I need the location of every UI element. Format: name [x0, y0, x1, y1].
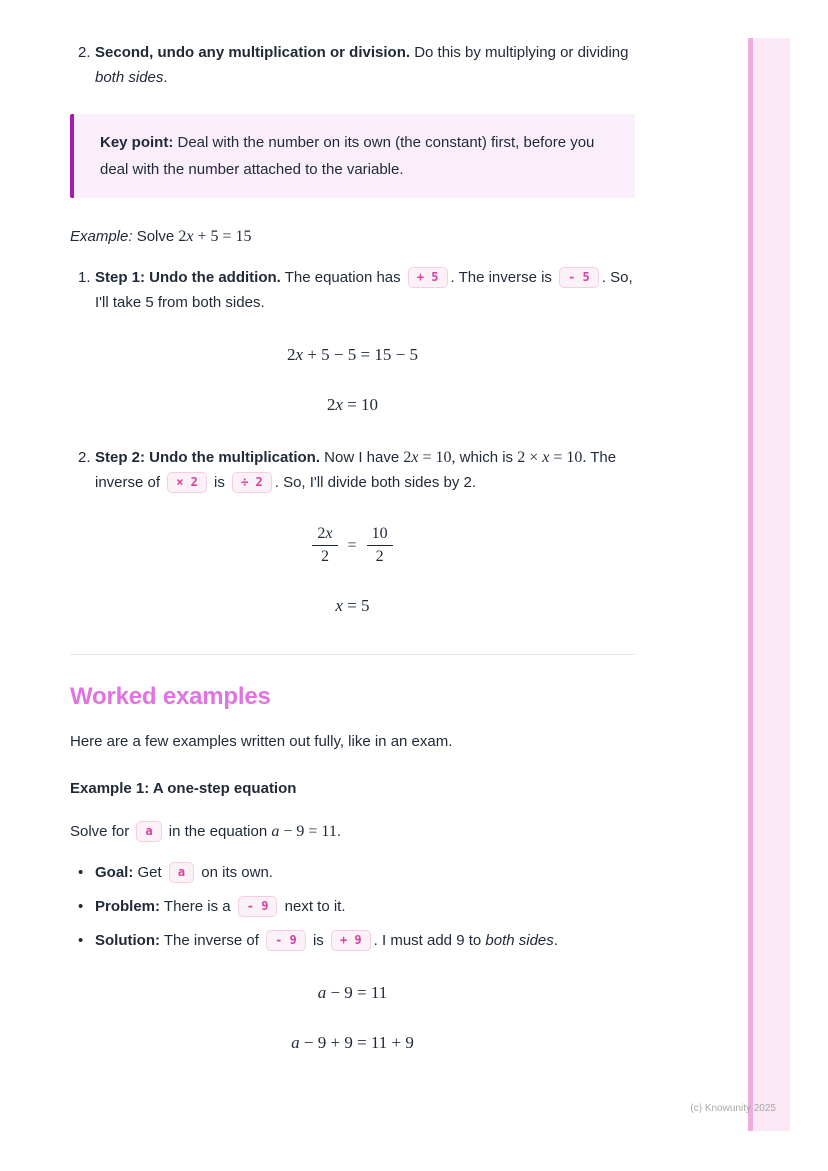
- inline-math-equation: 2x + 5 = 15: [178, 228, 252, 245]
- chip-divide-2: ÷ 2: [232, 472, 272, 493]
- text: There is a: [160, 898, 235, 915]
- bold-text: Goal:: [95, 864, 134, 881]
- math-block-fraction: [70, 525, 635, 566]
- list-item-text: [95, 40, 635, 90]
- text: Do this by multiplying or dividing: [410, 44, 629, 61]
- chip-minus-9: - 9: [266, 930, 306, 951]
- list-item-undo-multiplication: [70, 40, 635, 90]
- text: . I must add 9 to: [373, 932, 486, 949]
- document-content: [70, 40, 635, 1083]
- bullet-list: [70, 860, 635, 953]
- chip-plus-9: + 9: [331, 930, 371, 951]
- text: which is: [455, 449, 518, 466]
- math-block-2x-equals-10: 2x = 10: [326, 395, 379, 414]
- text: Solve for: [70, 823, 134, 840]
- bold-text: Second, undo any multiplication or division.: [95, 44, 411, 61]
- math-block-x-equals-5: x = 5: [335, 596, 370, 615]
- math-block-subtract-5: 2x + 5 − 5 = 15 − 5: [287, 345, 418, 364]
- list-item-step1: [70, 265, 635, 315]
- text: Solve: [132, 228, 179, 245]
- bullet-solution: [70, 928, 635, 953]
- bold-text: Step 1: Undo the addition.: [95, 269, 281, 286]
- fraction-right: [367, 525, 393, 566]
- list-item-step2: [70, 445, 635, 495]
- inline-math: 2x = 10,: [403, 449, 456, 466]
- chip-times-2: × 2: [167, 472, 207, 493]
- inline-math: a − 9 = 11: [271, 823, 337, 840]
- math-block-a-minus-9: a − 9 = 11: [317, 983, 388, 1002]
- scrollbar-track[interactable]: [748, 38, 790, 1131]
- section-divider: [70, 654, 635, 655]
- list-item-text: [95, 265, 635, 315]
- math-block-a-plus-9: a − 9 + 9 = 11 + 9: [291, 1033, 414, 1052]
- section-heading-worked-examples: Worked examples: [70, 683, 271, 710]
- text: .: [553, 932, 558, 949]
- text: The equation has: [280, 269, 405, 286]
- bold-text: Step 2: Undo the multiplication.: [95, 449, 320, 466]
- bullet-marker: •: [78, 864, 84, 881]
- equals-sign: =: [347, 536, 357, 554]
- bullet-text: [95, 894, 635, 919]
- chip-a: a: [169, 862, 194, 883]
- list-number: 1.: [78, 269, 91, 286]
- list-number: 2.: [78, 44, 91, 61]
- text: . The inverse is: [450, 269, 557, 286]
- text: . So, I'll take 5 from both sides.: [95, 269, 633, 311]
- bold-text: Solution:: [95, 932, 160, 949]
- bullet-marker: •: [78, 898, 84, 915]
- bullet-text: [95, 928, 635, 953]
- chip-minus-5: - 5: [559, 267, 599, 288]
- callout-label: Key point:: [100, 134, 174, 151]
- key-point-callout: [70, 114, 635, 198]
- text: .: [163, 69, 168, 86]
- italic-text: both sides: [485, 932, 554, 949]
- text: Get: [133, 864, 166, 881]
- bullet-problem: [70, 894, 635, 919]
- fraction-numerator: 2x: [312, 525, 337, 546]
- bullet-goal: [70, 860, 635, 885]
- fraction-numerator: 10: [367, 525, 393, 546]
- example1-title: Example 1: A one-step equation: [70, 780, 297, 797]
- text: . So, I'll divide both sides by 2.: [274, 474, 477, 491]
- italic-text: both sides: [95, 69, 164, 86]
- text: .: [336, 823, 341, 840]
- list-item-text: [95, 445, 635, 495]
- text: Now I have: [320, 449, 404, 466]
- text: is: [209, 474, 230, 491]
- chip-a: a: [136, 821, 161, 842]
- chip-plus-5: + 5: [408, 267, 448, 288]
- example-label: Example:: [70, 228, 133, 245]
- text: in the equation: [164, 823, 272, 840]
- fraction-denominator: 2: [375, 548, 384, 565]
- callout-body: Deal with the number on its own (the constant) first, before you deal with the number attached to the variable.: [100, 134, 595, 178]
- text: The inverse of: [159, 932, 264, 949]
- solve-line: [70, 819, 635, 844]
- bullet-marker: •: [78, 932, 84, 949]
- footer-watermark: (c) Knowunity 2025: [690, 1103, 776, 1114]
- text: is: [308, 932, 328, 949]
- chip-minus-9: - 9: [238, 896, 278, 917]
- fraction-left: [312, 525, 337, 566]
- list-number: 2.: [78, 449, 91, 466]
- text: The inverse of: [95, 449, 617, 491]
- text: on its own.: [197, 864, 273, 881]
- callout-text: [100, 129, 609, 183]
- text: next to it.: [280, 898, 346, 915]
- fraction-denominator: 2: [320, 548, 329, 565]
- worked-intro-paragraph: Here are a few examples written out fully, like in an exam.: [70, 733, 453, 750]
- bold-text: Problem:: [95, 898, 161, 915]
- inline-math: 2 × x = 10.: [517, 449, 587, 466]
- example-intro-line: [70, 224, 635, 249]
- bullet-text: [95, 860, 635, 885]
